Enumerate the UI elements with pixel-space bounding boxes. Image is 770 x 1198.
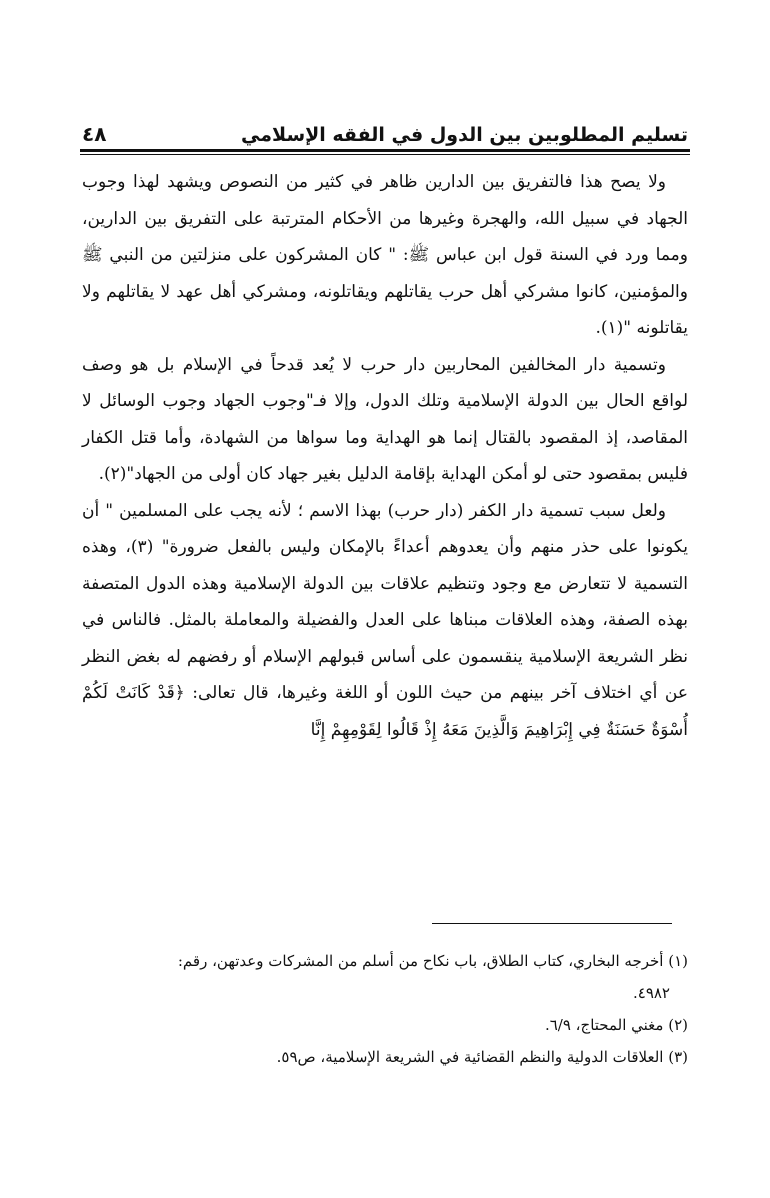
paragraph: وتسمية دار المخالفين المحاربين دار حرب لا يُعد قدحاً في الإسلام بل هو وصف لواقع الحال بين الدولة الإسلامية وتلك الدول، وإلا فـ"وجوب الجهاد وجوب الوسائل لا المقاصد، إذ المقصود بالقتال إنما هو الهداية وما سواها من الشهادة، وأما قتل الكفار فليس بمقصود حتى لو أمكن الهداية بإقامة الدليل بغير جهاد كان أولى من الجهاد"(٢). [82,354,688,484]
footnote-1-continued: ٤٩٨٢. [632,984,670,1002]
footnote-separator [432,923,672,924]
header-rule-thick [80,149,690,152]
footnote-1: (١) أخرجه البخاري، كتاب الطلاق، باب نكاح من أسلم من المشركات وعدتهن، رقم: [177,952,688,970]
paragraph: ولا يصح هذا فالتفريق بين الدارين ظاهر في كثير من النصوص ويشهد لهذا وجوب الجهاد في سبيل الله، والهجرة وغيرها من الأحكام المترتبة على التفريق بين الدارين، ومما ورد في السنة قول ابن عباس ﷺ: " كان المشركون على منزلتين من النبي ﷺ والمؤمنين، كانوا مشركي أهل حرب يقاتلهم ويقاتلونه، ومشركي أهل عهد لا يقاتلهم ولا يقاتلونه "(١). [82,172,688,338]
paragraph: ولعل سبب تسمية دار الكفر (دار حرب) بهذا الاسم ؛ لأنه يجب على المسلمين " أن يكونوا على حذر منهم وأن يعدوهم أعداءً بالإمكان وليس بالفعل ضرورة" (٣)، وهذه التسمية لا تتعارض مع وجود وتنظيم علاقات بين الدولة الإسلامية وهذه الدول المتصفة بهذه الصفة، وهذه العلاقات مبناها على العدل والفضيلة والمعاملة بالمثل. فالناس في نظر الشريعة الإسلامية ينقسمون على أساس قبولهم الإسلام أو رفضهم له بغض النظر عن أي اختلاف آخر بينهم من حيث اللون أو اللغة وغيرها، قال تعالى: ﴿قَدْ كَانَتْ لَكُمْ أُسْوَةٌ حَسَنَةٌ فِي إِبْرَاهِيمَ وَالَّذِينَ مَعَهُ إِذْ قَالُوا لِقَوْمِهِمْ إِنَّا [82,500,688,740]
footnote-2: (٢) مغني المحتاج، ٦/٩. [544,1016,688,1034]
page-number: ٤٨ [82,122,107,146]
main-text [82,164,688,748]
header-rule-thin [80,154,690,155]
footnotes [82,945,688,1073]
footnote-3: (٣) العلاقات الدولية والنظم القضائية في الشريعة الإسلامية، ص٥٩. [276,1048,688,1066]
page-title: تسليم المطلوبين بين الدول في الفقه الإسلامي [241,124,688,146]
running-header [82,112,688,146]
